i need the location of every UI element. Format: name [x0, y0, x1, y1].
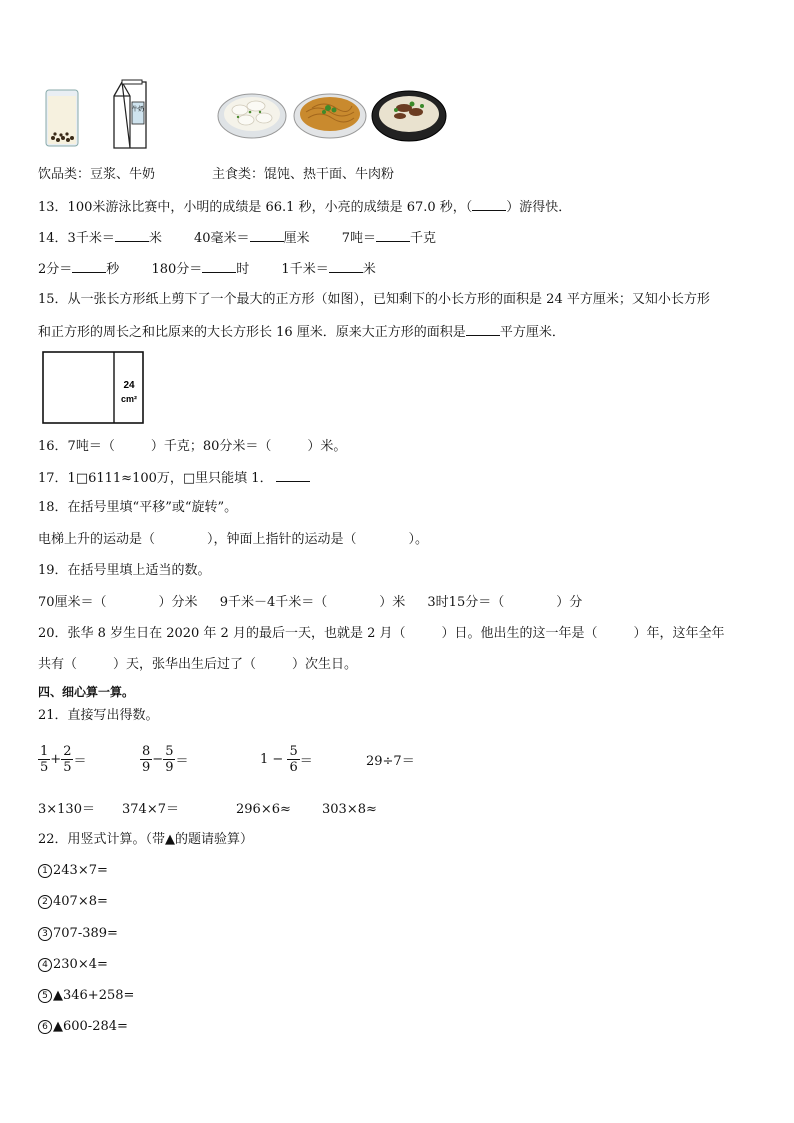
question-18-body: 电梯上升的运动是（ ），钟面上指针的运动是（ ）。 [38, 532, 429, 547]
answer-space[interactable] [77, 655, 113, 668]
soy-milk-glass-image [44, 88, 80, 148]
answer-blank[interactable] [276, 468, 310, 482]
mental-calc-1: 3×130＝ [38, 802, 95, 817]
section-heading: 四、细心算一算。 [38, 685, 135, 699]
answer-space[interactable] [357, 530, 409, 543]
answer-space[interactable] [406, 624, 442, 637]
answer-space[interactable] [504, 593, 556, 606]
vertical-calc-item: 5 ▲346+258= [38, 987, 134, 1005]
staples-caption: 主食类：馄饨、热干面、牛肉粉 [212, 167, 395, 182]
mental-calc-3: 296×6≈ [236, 802, 291, 817]
question-20-line-2: 共有（ ）天，张华出生后过了（ ）次生日。 [38, 657, 358, 672]
answer-blank[interactable] [376, 228, 410, 242]
answer-space[interactable] [115, 437, 151, 450]
question-18-title: 18．在括号里填“平移”或“旋转”。 [38, 500, 238, 515]
milk-carton-image [108, 78, 152, 152]
milk-carton-label: 牛奶 [131, 106, 145, 113]
mental-calc-2: 374×7＝ [122, 802, 179, 817]
answer-blank[interactable] [250, 228, 284, 242]
fraction-expr-1: $\frac{1}{5}$ + $\frac{2}{5}$ ＝ [40, 744, 87, 775]
figure-area-number: 24 [123, 380, 135, 391]
answer-blank[interactable] [329, 259, 363, 273]
answer-blank[interactable] [466, 322, 500, 336]
vertical-calc-item: 4 230×4= [38, 956, 108, 974]
question-22-title: 22．用竖式计算。（带▲的题请验算） [38, 832, 254, 847]
answer-space[interactable] [271, 437, 307, 450]
question-14-row-1: 14．3千米＝ 米 40毫米＝ 厘米 7吨＝ 千克 [38, 228, 436, 248]
beef-noodle-bowl-image [370, 88, 448, 146]
question-17: 17．1□6111≈100万，□里只能填 1． [38, 468, 310, 488]
fraction-expr-2: $\frac{8}{9}$ − $\frac{5}{9}$ ＝ [142, 744, 189, 775]
answer-space[interactable] [107, 593, 159, 606]
answer-space[interactable] [327, 593, 379, 606]
vertical-calc-item: 3 707-389= [38, 925, 118, 943]
question-14-row-2: 2分＝ 秒 180分＝ 时 1千米＝ 米 [38, 259, 376, 279]
vertical-calc-item: 1 243×7= [38, 862, 108, 880]
drinks-caption: 饮品类：豆浆、牛奶 [38, 167, 156, 182]
answer-blank[interactable] [472, 197, 506, 211]
question-19-body: 70厘米＝（ ）分米 9千米－4千米＝（ ）米 3时15分＝（ ）分 [38, 595, 583, 610]
mental-calc-4: 303×8≈ [322, 802, 377, 817]
rectangle-figure [42, 351, 146, 425]
question-15-line-2: 和正方形的周长之和比原来的大长方形长 16 厘米．原来大正方形的面积是 平方厘米． [38, 322, 565, 342]
division-expr: 29÷7＝ [366, 754, 415, 769]
vertical-calc-item: 2 407×8= [38, 893, 108, 911]
figure-area-unit: cm² [120, 394, 138, 404]
answer-blank[interactable] [115, 228, 149, 242]
answer-space[interactable] [256, 655, 292, 668]
question-20-line-1: 20．张华 8 岁生日在 2020 年 2 月的最后一天，也就是 2 月（ ）日。他出生的这一年是（ ）年，这年全年 [38, 626, 725, 641]
question-13: 13．100米游泳比赛中，小明的成绩是 66.1 秒，小亮的成绩是 67.0 秒，（ ）游得快． [38, 197, 571, 217]
question-21-title: 21．直接写出得数。 [38, 708, 159, 723]
vertical-calc-item: 6 ▲600-284= [38, 1018, 128, 1036]
question-19-title: 19．在括号里填上适当的数。 [38, 563, 211, 578]
question-16: 16．7吨＝（ ）千克；80分米＝（ ）米。 [38, 439, 347, 454]
answer-space[interactable] [155, 530, 207, 543]
fraction-expr-3: 1 − $\frac{5}{6}$ ＝ [260, 744, 313, 775]
question-15-line-1: 15．从一张长方形纸上剪下了一个最大的正方形（如图），已知剩下的小长方形的面积是 24 平方厘米；又知小长方形 [38, 292, 710, 307]
answer-blank[interactable] [202, 259, 236, 273]
answer-space[interactable] [598, 624, 634, 637]
wonton-bowl-image [216, 90, 288, 144]
hot-dry-noodles-bowl-image [292, 90, 368, 144]
answer-blank[interactable] [72, 259, 106, 273]
